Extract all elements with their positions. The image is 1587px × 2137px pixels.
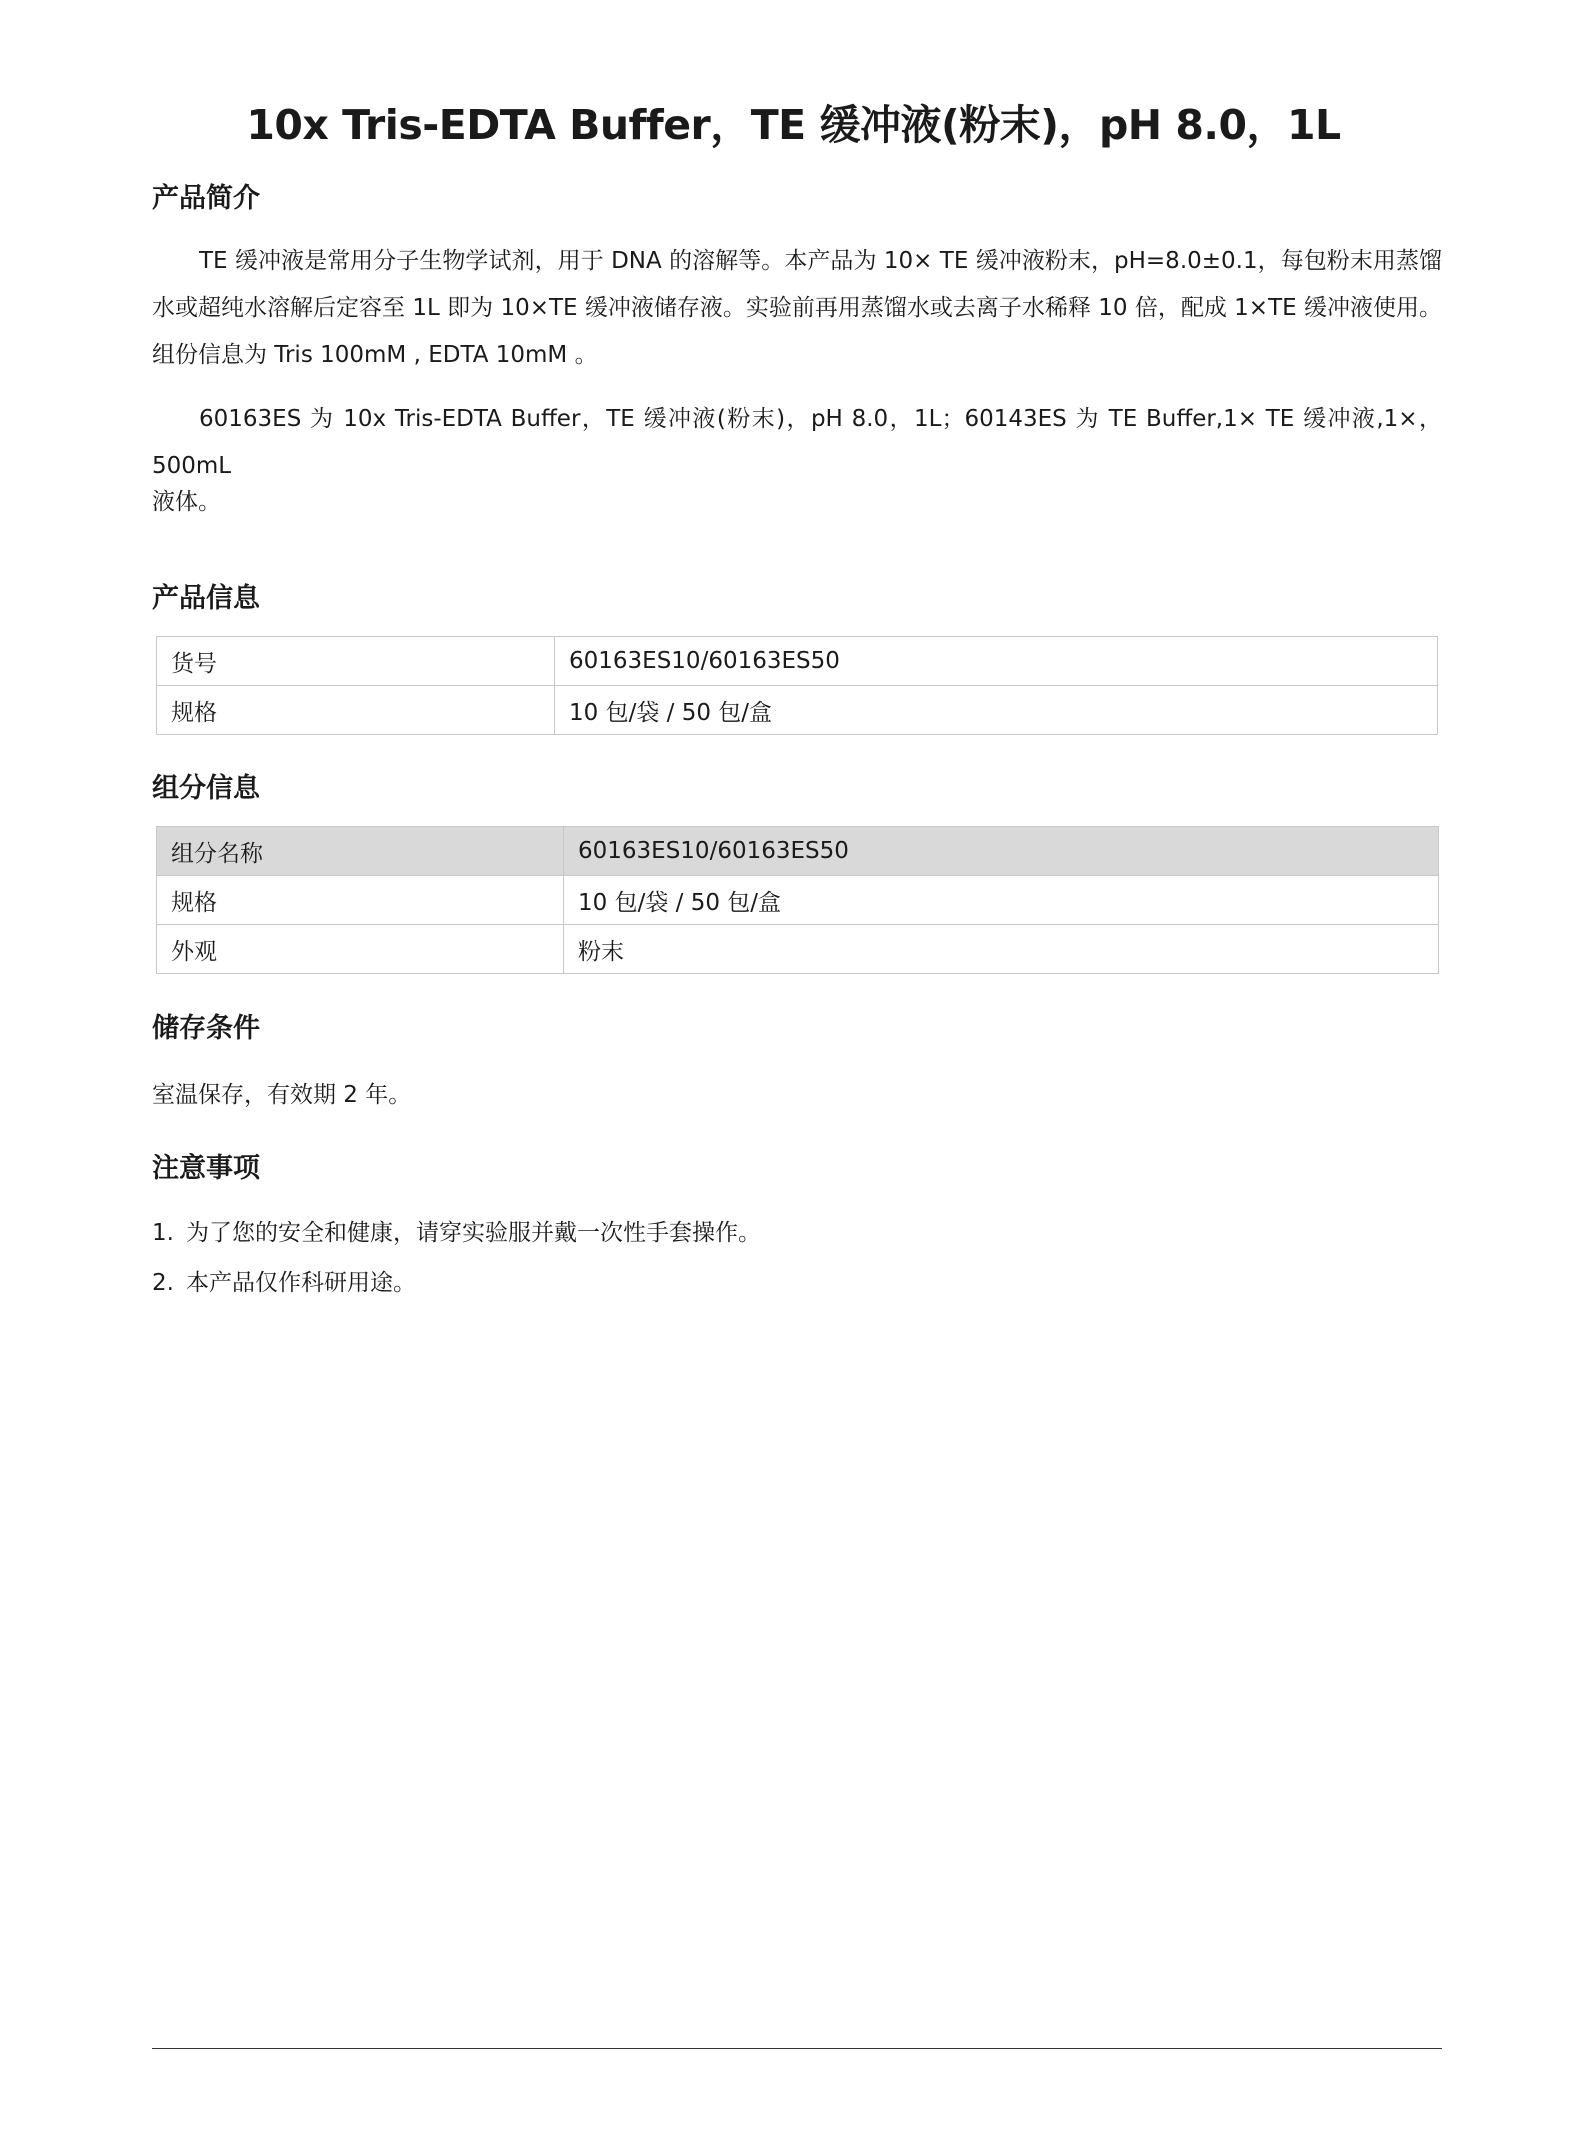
list-item (152, 1208, 761, 1258)
table-row (157, 686, 1438, 735)
table-cell-label: 货号 (157, 637, 555, 686)
table-cell-value: 10 包/袋 / 50 包/盒 (564, 876, 1439, 925)
list-item (152, 1258, 761, 1308)
table-header-row (157, 827, 1439, 876)
table-cell-value: 10 包/袋 / 50 包/盒 (555, 686, 1438, 735)
table-cell-value: 粉末 (564, 925, 1439, 974)
list-item-text: 本产品仅作科研用途。 (186, 1270, 416, 1296)
components-table (156, 826, 1439, 974)
notes-heading: 注意事项 (152, 1153, 260, 1184)
table-cell-label: 外观 (157, 925, 564, 974)
list-item-text: 为了您的安全和健康，请穿实验服并戴一次性手套操作。 (186, 1220, 761, 1246)
storage-text: 室温保存，有效期 2 年。 (152, 1082, 412, 1108)
table-cell-value: 60163ES10/60163ES50 (555, 637, 1438, 686)
intro-heading: 产品简介 (152, 183, 260, 214)
components-heading: 组分信息 (152, 773, 260, 804)
product-info-heading: 产品信息 (152, 583, 260, 614)
storage-heading: 储存条件 (152, 1013, 260, 1044)
notes-list (152, 1208, 761, 1308)
table-row (157, 876, 1439, 925)
intro-paragraph-1: TE 缓冲液是常用分子生物学试剂，用于 DNA 的溶解等。本产品为 10× TE 缓冲液粉末，pH=8.0±0.1，每包粉末用蒸馏水或超纯水溶解后定容至 1L 即为 10×TE 缓冲液储存液。实验前再用蒸馏水或去离子水稀释 10 倍，配成 1×TE 缓冲液使用。组份信息为 Tris 100mM , EDTA 10mM 。 (152, 248, 1442, 368)
intro-paragraph-2: 60163ES 为 10x Tris-EDTA Buffer，TE 缓冲液(粉末)，pH 8.0，1L；60143ES 为 TE Buffer,1× TE 缓冲液,1×，500mL (152, 406, 1442, 479)
intro-paragraph-2-tail: 液体。 (152, 489, 221, 515)
table-row (157, 637, 1438, 686)
table-header-value: 60163ES10/60163ES50 (564, 827, 1439, 876)
product-info-table (156, 636, 1438, 735)
list-item-number: 1. (152, 1220, 174, 1246)
table-row (157, 925, 1439, 974)
table-header-label: 组分名称 (157, 827, 564, 876)
list-item-number: 2. (152, 1270, 174, 1296)
footer-divider (152, 2048, 1442, 2049)
document-title: 10x Tris-EDTA Buffer，TE 缓冲液(粉末)，pH 8.0，1L (246, 101, 1341, 149)
table-cell-label: 规格 (157, 876, 564, 925)
table-cell-label: 规格 (157, 686, 555, 735)
